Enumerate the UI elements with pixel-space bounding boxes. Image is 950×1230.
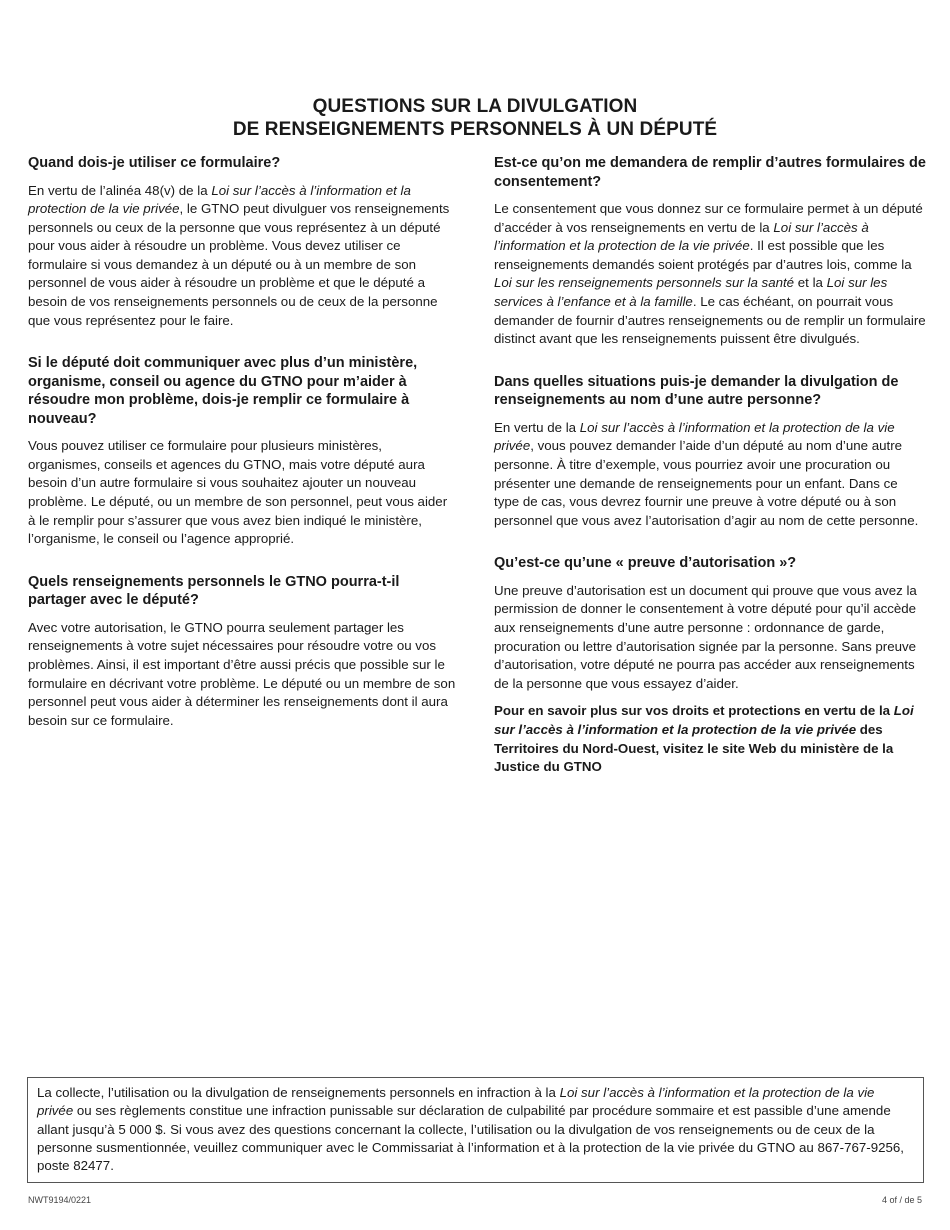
section-body: Avec votre autorisation, le GTNO pourra seulement partager les renseignements à votre sujet nécessaires pour résoudre votre ou vos problèmes. Ainsi, il est important d’être aussi précis que possible sur le formulaire en décrivant votre problème. Le député ou un membre de son personnel peut vous aider à déterminer les renseignements dont il aura besoin sur ce formulaire. (28, 619, 456, 728)
right-column (494, 154, 926, 801)
section-body: Vous pouvez utiliser ce formulaire pour plusieurs ministères, organismes, conseils et agences du GTNO, mais votre député aura besoin d’un autre formulaire si vous souhaitez ajouter un nouveau problème. Le député, ou un membre de son personnel, peut vous aider à le remplir pour s’assurer que vous avez bien indiqué le ministère, l’organisme, le conseil ou l’agence approprié. (28, 438, 448, 547)
law-title: Loi sur l’accès à l’information et la protection de la vie privée (494, 219, 869, 254)
section-body: Le consentement que vous donnez sur ce formulaire permet à un député d’accéder à vos renseignements en vertu de la Loi sur l’accès à l’information et la protection de la vie privée. Il est possible que les renseignements demandés soient protégés par d’autres lois, comme la Loi sur les renseignements personnels sur la santé et la Loi sur les services à l’enfance et à la famille. Le cas échéant, on pourrait vous demander de fournir d’autres renseignements ou de remplir un formulaire distinct avant que les renseignements puissent être divulgués. (494, 201, 926, 347)
law-title: Loi sur l’accès à l’information et la protection de la vie privée (37, 1085, 875, 1119)
page-title-line-2: DE RENSEIGNEMENTS PERSONNELS À UN DÉPUTÉ (232, 118, 718, 140)
section-heading: Est-ce qu’on me demandera de remplir d’autres formulaires de consentement? (494, 155, 926, 190)
page-title-line-1: QUESTIONS SUR LA DIVULGATION (312, 95, 638, 117)
section-heading: Si le député doit communiquer avec plus d’un ministère, organisme, conseil ou agence du GTNO pour m’aider à résoudre mon problème, dois-je remplir ce formulaire à nouveau? (28, 355, 418, 427)
section-body: En vertu de l’alinéa 48(v) de la Loi sur l’accès à l’information et la protection de la vie privée, le GTNO peut divulguer vos renseignements personnels ou ceux de la personne que vous représentez à un député pour vous aider à résoudre un problème. Vous devez utiliser ce formulaire si vous demandez à un député ou à un membre de son personnel de vous aider à résoudre un problème et que le député a besoin de vos renseignements personnels ou de ceux de la personne que vous représentez pour le faire. (28, 182, 450, 328)
law-title: Loi sur l’accès à l’information et la protection de la vie privée (494, 703, 914, 737)
left-column (28, 154, 458, 754)
law-title: Loi sur l’accès à l’information et la protection de la vie privée (28, 182, 411, 217)
section-what-info-shared (28, 573, 458, 731)
form-code: NWT9194/0221 (28, 1195, 92, 1205)
section-on-behalf-of-another (494, 373, 926, 531)
section-multiple-departments (28, 354, 458, 549)
section-body: Une preuve d’autorisation est un document qui prouve que vous avez la permission de donner le consentement à votre député pour qu’il accède aux renseignements d’une autre personne : ordonnance de garde, procuration ou lettre d’autorisation signée par la personne. Sans preuve d’autorisation, votre député ne pourra pas accéder aux renseignements de la personne que vous essayez d’aider. (494, 582, 917, 691)
page-number: 4 of / de 5 (881, 1195, 922, 1205)
law-title: Loi sur les renseignements personnels sur la santé (494, 275, 795, 291)
section-body: En vertu de la Loi sur l’accès à l’information et la protection de la vie privée, vous pouvez demander l’aide d’un député au nom d’une autre personne. À titre d’exemple, vous pourriez avoir une procuration ou présenter une demande de renseignements pour un enfant. Dans ce type de cas, vous devrez fournir une preuve à votre député ou à son personnel que vous avez l’autorisation d’agir au nom de cette personne. (494, 419, 919, 528)
law-title: Loi sur les services à l’enfance et à la famille (494, 275, 888, 309)
section-other-consent-forms (494, 154, 926, 349)
section-proof-of-authorization (494, 554, 926, 776)
section-heading: Quels renseignements personnels le GTNO pourra-t-il partager avec le député? (28, 573, 400, 609)
section-heading: Qu’est-ce qu’une « preuve d’autorisation »? (494, 555, 797, 572)
more-info-note: Pour en savoir plus sur vos droits et protections en vertu de la Loi sur l’accès à l’information et la protection de la vie privée des Territoires du Nord-Ouest, visitez le site Web du ministère de la Justice du GTNO (494, 703, 914, 775)
law-title: Loi sur l’accès à l’information et la protection de la vie privée (494, 419, 895, 454)
section-heading: Dans quelles situations puis-je demander la divulgation de renseignements au nom d’une autre personne? (494, 373, 899, 409)
legal-notice-box: La collecte, l’utilisation ou la divulgation de renseignements personnels en infraction à la Loi sur l’accès à l’information et la protection de la vie privée ou ses règlements constitue une infraction punissable sur déclaration de culpabilité par procédure sommaire et est passible d’une amende allant jusqu’à 5 000 $. Si vous avez des questions concernant la collecte, l’utilisation ou la divulgation de vos renseignements ou de ceux de la personne susmentionnée, veuillez communiquer avec le Commissariat à l’information et à la protection de la vie privée du GTNO au 867-767-9256, poste 82477. (27, 1077, 924, 1183)
section-heading: Quand dois-je utiliser ce formulaire? (28, 155, 281, 171)
section-when-to-use (28, 154, 458, 330)
page-title (0, 95, 950, 141)
